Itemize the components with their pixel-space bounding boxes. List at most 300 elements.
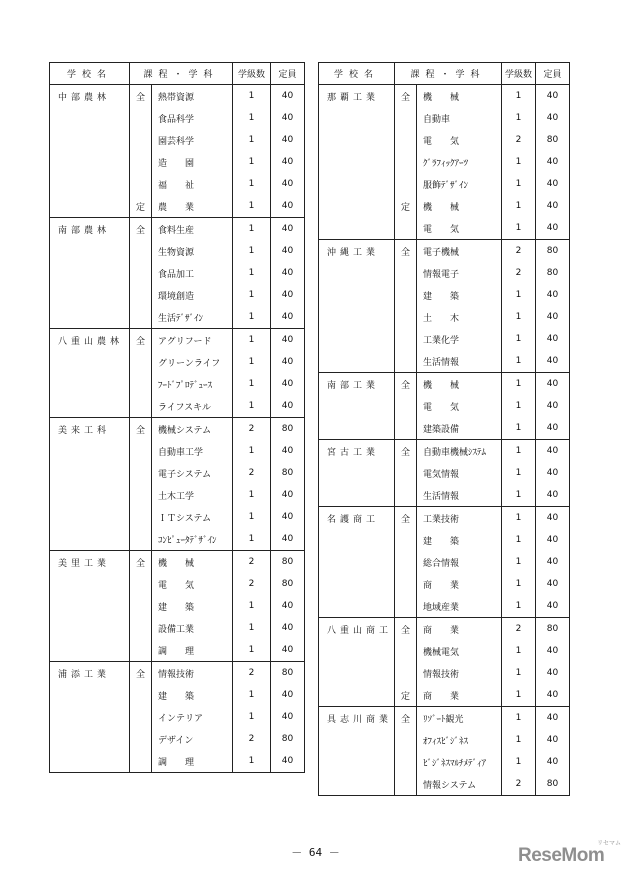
course-type-cell [130,351,152,373]
department-cell: 機 械 [417,373,502,396]
school-cell [319,195,395,217]
course-type-cell [130,129,152,151]
course-type-cell [395,107,417,129]
capacity-cell: 40 [536,151,570,173]
department-cell: 調 理 [152,750,233,773]
department-cell: 地域産業 [417,595,502,618]
classes-cell: 1 [233,107,271,129]
table-row [50,506,305,528]
classes-cell: 1 [502,573,536,595]
department-cell: 電 気 [152,573,233,595]
table-row [319,85,570,108]
capacity-cell: 40 [271,684,305,706]
department-cell: 電 気 [417,217,502,240]
school-cell [319,217,395,240]
school-cell [319,395,395,417]
capacity-cell: 80 [271,418,305,441]
capacity-cell: 80 [536,262,570,284]
capacity-cell: 40 [271,284,305,306]
school-cell [319,306,395,328]
table-row [319,684,570,707]
school-cell [319,773,395,796]
classes-cell: 1 [233,173,271,195]
classes-cell: 1 [233,262,271,284]
classes-cell: 1 [502,395,536,417]
course-type-cell [130,107,152,129]
department-cell: 機 械 [417,85,502,108]
course-type-cell: 全 [395,85,417,108]
department-cell: 土木工学 [152,484,233,506]
department-cell: 自動車機械ｼｽﾃﾑ [417,440,502,463]
table-row [319,484,570,507]
classes-cell: 1 [502,217,536,240]
capacity-cell: 40 [271,706,305,728]
table-row [50,129,305,151]
table-row [50,595,305,617]
capacity-cell: 40 [536,595,570,618]
school-cell: 名護商工 [319,507,395,530]
department-cell: 園芸科学 [152,129,233,151]
header-classes: 学級数 [502,63,536,85]
table-row [319,240,570,263]
table-row [319,462,570,484]
table-row [50,440,305,462]
course-type-cell [130,684,152,706]
classes-cell: 1 [502,417,536,440]
table-row [50,462,305,484]
table-row [50,351,305,373]
classes-cell: 1 [233,395,271,418]
table-row [319,151,570,173]
school-cell [50,262,130,284]
classes-cell: 1 [502,306,536,328]
department-cell: ｸﾞﾗﾌｨｯｸｱｰﾂ [417,151,502,173]
capacity-cell: 40 [536,751,570,773]
course-type-cell [130,240,152,262]
capacity-cell: 80 [536,773,570,796]
capacity-cell: 40 [536,707,570,730]
school-cell [319,662,395,684]
school-cell [50,484,130,506]
course-type-cell [395,595,417,618]
classes-cell: 1 [233,617,271,639]
capacity-cell: 40 [271,107,305,129]
capacity-cell: 80 [271,551,305,574]
department-cell: 調 理 [152,639,233,662]
department-cell: 生物資源 [152,240,233,262]
capacity-cell: 40 [271,617,305,639]
department-cell: 自動車 [417,107,502,129]
course-type-cell [130,151,152,173]
department-cell: 電 気 [417,129,502,151]
capacity-cell: 40 [536,195,570,217]
school-cell [50,195,130,218]
course-type-cell [130,506,152,528]
classes-cell: 1 [502,440,536,463]
department-cell: 環境創造 [152,284,233,306]
capacity-cell: 80 [271,662,305,685]
course-type-cell [395,284,417,306]
course-type-cell [395,773,417,796]
course-type-cell [395,262,417,284]
school-cell [319,751,395,773]
table-row [319,417,570,440]
capacity-cell: 40 [536,217,570,240]
school-cell [319,729,395,751]
school-cell [50,573,130,595]
classes-cell: 1 [233,440,271,462]
course-type-cell: 全 [130,551,152,574]
header-row [319,63,570,85]
department-cell: 商 業 [417,573,502,595]
classes-cell: 1 [233,129,271,151]
department-cell: 電子機械 [417,240,502,263]
capacity-cell: 40 [271,595,305,617]
capacity-cell: 40 [271,750,305,773]
classes-cell: 1 [233,639,271,662]
department-cell: 食料生産 [152,218,233,241]
header-capacity: 定員 [536,63,570,85]
table-row [50,262,305,284]
school-cell [50,284,130,306]
course-type-cell [130,728,152,750]
capacity-cell: 40 [536,395,570,417]
classes-cell: 1 [233,750,271,773]
department-cell: 土 木 [417,306,502,328]
table-row [50,107,305,129]
school-cell [50,706,130,728]
course-type-cell [130,750,152,773]
classes-cell: 2 [502,618,536,641]
department-cell: ｺﾝﾋﾟｭｰﾀﾃﾞｻﾞｲﾝ [152,528,233,551]
classes-cell: 1 [233,240,271,262]
capacity-cell: 40 [536,573,570,595]
department-cell: 情報システム [417,773,502,796]
school-cell [50,173,130,195]
department-cell: 工業技術 [417,507,502,530]
classes-cell: 1 [502,328,536,350]
classes-cell: 1 [502,662,536,684]
course-type-cell [130,706,152,728]
course-type-cell [395,217,417,240]
course-type-cell [395,640,417,662]
classes-cell: 2 [502,129,536,151]
table-row [319,195,570,217]
school-cell: 中部農林 [50,85,130,108]
department-cell: 工業化学 [417,328,502,350]
school-cell [50,240,130,262]
capacity-cell: 40 [536,440,570,463]
capacity-cell: 40 [271,240,305,262]
capacity-cell: 80 [536,129,570,151]
classes-cell: 2 [233,573,271,595]
department-cell: ﾌｰﾄﾞﾌﾟﾛﾃﾞｭｰｽ [152,373,233,395]
table-row [50,284,305,306]
school-cell [319,129,395,151]
school-cell [319,151,395,173]
department-cell: 熱帯資源 [152,85,233,108]
department-cell: 建 築 [417,529,502,551]
classes-cell: 1 [502,284,536,306]
school-cell [319,417,395,440]
classes-cell: 1 [502,707,536,730]
department-cell: ライフスキル [152,395,233,418]
capacity-cell: 40 [536,484,570,507]
department-cell: 食品科学 [152,107,233,129]
course-type-cell: 全 [395,373,417,396]
course-type-cell: 全 [395,240,417,263]
classes-cell: 1 [233,284,271,306]
department-cell: 電子システム [152,462,233,484]
capacity-cell: 40 [536,507,570,530]
capacity-cell: 40 [271,195,305,218]
school-cell [50,684,130,706]
capacity-cell: 40 [536,662,570,684]
capacity-cell: 40 [271,373,305,395]
table-row [50,484,305,506]
department-cell: 建築設備 [417,417,502,440]
school-cell [50,395,130,418]
school-cell: 浦添工業 [50,662,130,685]
table-row [319,729,570,751]
school-cell [319,328,395,350]
capacity-cell: 80 [271,573,305,595]
course-type-cell [395,484,417,507]
table-row [319,217,570,240]
department-cell: 生活情報 [417,350,502,373]
capacity-cell: 40 [271,218,305,241]
course-type-cell [130,639,152,662]
school-cell [319,595,395,618]
classes-cell: 2 [233,662,271,685]
table-row [50,639,305,662]
course-type-cell [130,528,152,551]
table-row [50,240,305,262]
classes-cell: 1 [233,306,271,329]
capacity-cell: 80 [271,728,305,750]
classes-cell: 1 [233,595,271,617]
department-cell: アグリフード [152,329,233,352]
school-cell [319,173,395,195]
classes-cell: 2 [502,773,536,796]
capacity-cell: 40 [536,373,570,396]
school-cell [50,151,130,173]
school-cell [50,506,130,528]
table-row [50,573,305,595]
classes-cell: 1 [502,684,536,707]
table-row [50,173,305,195]
course-type-cell [130,262,152,284]
table-row [319,573,570,595]
course-type-cell [395,662,417,684]
classes-cell: 1 [502,373,536,396]
department-cell: インテリア [152,706,233,728]
course-type-cell [395,151,417,173]
table-row [50,728,305,750]
department-cell: 機 械 [152,551,233,574]
course-type-cell: 全 [395,440,417,463]
department-cell: 情報技術 [417,662,502,684]
school-cell: 美来工科 [50,418,130,441]
course-type-cell [395,462,417,484]
classes-cell: 1 [502,595,536,618]
capacity-cell: 40 [271,395,305,418]
department-cell: 機械システム [152,418,233,441]
classes-cell: 1 [233,373,271,395]
table-row [50,551,305,574]
school-cell [50,528,130,551]
capacity-cell: 40 [271,129,305,151]
table-row [319,306,570,328]
department-cell: 商 業 [417,684,502,707]
course-type-cell [395,328,417,350]
school-cell: 南部工業 [319,373,395,396]
capacity-cell: 40 [271,351,305,373]
capacity-cell: 40 [536,107,570,129]
department-cell: 電 気 [417,395,502,417]
course-type-cell: 全 [130,218,152,241]
table-row [319,751,570,773]
school-cell [319,107,395,129]
table-row [319,129,570,151]
table-row [50,395,305,418]
table-row [50,750,305,773]
capacity-cell: 40 [271,85,305,108]
classes-cell: 1 [502,350,536,373]
course-type-cell [130,462,152,484]
capacity-cell: 40 [536,173,570,195]
classes-cell: 1 [502,529,536,551]
table-row [50,706,305,728]
table-row [319,373,570,396]
classes-cell: 1 [502,173,536,195]
department-cell: 電気情報 [417,462,502,484]
school-cell [319,350,395,373]
course-type-cell [130,284,152,306]
department-cell: 食品加工 [152,262,233,284]
page-number: － 64 － [291,846,340,859]
header-school: 学校名 [50,63,130,85]
capacity-cell: 80 [271,462,305,484]
department-cell: 生活情報 [417,484,502,507]
course-type-cell: 全 [130,329,152,352]
classes-cell: 1 [502,107,536,129]
classes-cell: 1 [502,484,536,507]
course-type-cell: 全 [395,507,417,530]
department-cell: 生活ﾃﾞｻﾞｲﾝ [152,306,233,329]
course-type-cell [395,529,417,551]
capacity-cell: 40 [271,506,305,528]
classes-cell: 1 [502,507,536,530]
classes-cell: 2 [233,551,271,574]
school-cell [319,484,395,507]
right-table [318,62,570,796]
department-cell: 総合情報 [417,551,502,573]
table-row [319,640,570,662]
table-row [50,684,305,706]
classes-cell: 1 [502,729,536,751]
capacity-cell: 80 [536,618,570,641]
school-cell [50,617,130,639]
resemom-logo-sub: リセマム [597,840,621,847]
header-school: 学校名 [319,63,395,85]
course-type-cell: 全 [130,418,152,441]
school-cell: 八重山農林 [50,329,130,352]
department-cell: ﾘｿﾞｰﾄ観光 [417,707,502,730]
capacity-cell: 40 [536,729,570,751]
classes-cell: 1 [233,706,271,728]
classes-cell: 1 [502,462,536,484]
table-row [319,662,570,684]
course-type-cell [130,595,152,617]
table-row [50,195,305,218]
capacity-cell: 40 [536,529,570,551]
header-classes: 学級数 [233,63,271,85]
course-type-cell [395,551,417,573]
classes-cell: 1 [502,195,536,217]
course-type-cell [395,395,417,417]
capacity-cell: 40 [536,640,570,662]
capacity-cell: 40 [271,262,305,284]
department-cell: 建 築 [417,284,502,306]
department-cell: 造 園 [152,151,233,173]
classes-cell: 2 [233,418,271,441]
table-row [50,151,305,173]
table-row [319,440,570,463]
school-cell [319,573,395,595]
course-type-cell [395,306,417,328]
course-type-cell [395,729,417,751]
department-cell: 機械電気 [417,640,502,662]
capacity-cell: 40 [536,551,570,573]
department-cell: 機 械 [417,195,502,217]
capacity-cell: 40 [271,173,305,195]
classes-cell: 2 [233,462,271,484]
capacity-cell: 40 [536,462,570,484]
school-cell [319,284,395,306]
capacity-cell: 40 [536,684,570,707]
table-row [50,373,305,395]
table-row [319,618,570,641]
course-type-cell [130,395,152,418]
school-cell [50,107,130,129]
department-cell: ＩＴシステム [152,506,233,528]
department-cell: ﾋﾞｼﾞﾈｽﾏﾙﾁﾒﾃﾞｨｱ [417,751,502,773]
resemom-logo: ReseMom [518,845,605,866]
classes-cell: 2 [502,262,536,284]
course-type-cell [130,306,152,329]
course-type-cell [395,417,417,440]
school-cell [50,728,130,750]
department-cell: 情報技術 [152,662,233,685]
school-cell [50,462,130,484]
table-row [319,395,570,417]
school-cell [50,306,130,329]
left-table-body [50,85,305,773]
header-row [50,63,305,85]
course-type-cell: 全 [395,707,417,730]
table-row [50,218,305,241]
department-cell: 設備工業 [152,617,233,639]
capacity-cell: 40 [271,528,305,551]
table-row [319,328,570,350]
capacity-cell: 40 [536,328,570,350]
table-row [319,529,570,551]
department-cell: 服飾ﾃﾞｻﾞｲﾝ [417,173,502,195]
capacity-cell: 40 [271,440,305,462]
classes-cell: 1 [502,151,536,173]
course-type-cell: 定 [130,195,152,218]
